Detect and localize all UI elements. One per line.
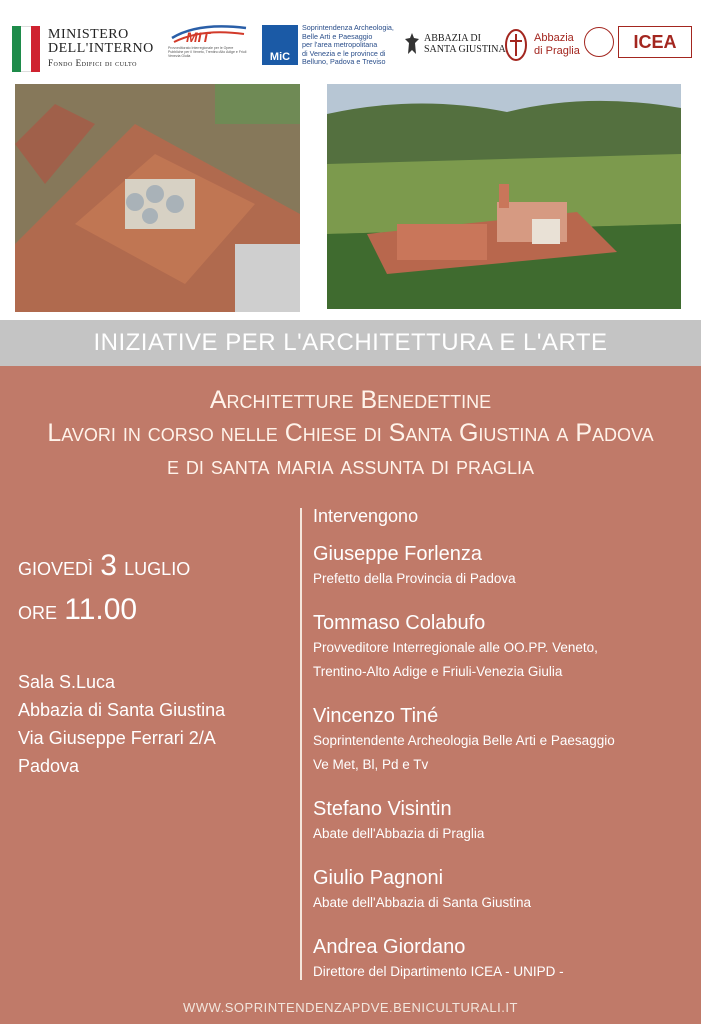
venue-line: Abbazia di Santa Giustina (18, 700, 226, 720)
title-line1: Architetture Benedettine (209, 386, 492, 414)
santa-giustina-aerial-photo (15, 84, 300, 312)
speaker-role: Soprintendente Archeologia Belle Arti e Paesaggio (313, 733, 615, 748)
speaker-item (313, 865, 693, 915)
praglia-line2: di Praglia (534, 45, 580, 57)
mit-logo (168, 20, 250, 70)
unipd-seal-icon (584, 27, 614, 57)
speaker-role: Ve Met, Bl, Pd e Tv (313, 757, 429, 772)
crest-icon (404, 32, 420, 56)
mic-line: Belluno, Padova e Treviso (302, 57, 386, 67)
event-date (18, 544, 190, 588)
santa-giustina-line1: ABBAZIA DI (424, 33, 481, 44)
title-line2: Lavori in corso nelle Chiese di Santa Giustina a Padova (47, 419, 654, 447)
event-day-number: 3 (100, 549, 117, 582)
event-title (0, 384, 701, 483)
mic-logo (262, 24, 400, 67)
speaker-item (313, 703, 693, 777)
mit-name: MIT (186, 29, 211, 45)
logo-header (0, 0, 701, 320)
mic-line: Belle Arti e Paesaggio (302, 31, 373, 41)
ministero-line2: DELL'INTERNO (48, 41, 154, 56)
mic-badge: MiC (262, 25, 298, 65)
mit-swoosh-icon (168, 20, 250, 46)
speakers-list (313, 506, 693, 1003)
ministero-interno-logo (12, 26, 154, 72)
mic-line: di Venezia e le province di (302, 48, 386, 58)
ministero-line1: MINISTERO (48, 27, 129, 42)
speaker-name: Vincenzo Tiné (313, 705, 439, 727)
santa-giustina-line2: SANTA GIUSTINA (424, 44, 506, 55)
speaker-role: Provveditore Interregionale alle OO.PP. Veneto, (313, 640, 598, 655)
venue-line: Sala S.Luca (18, 672, 116, 692)
ministero-line3: Fondo Edifici di culto (48, 58, 137, 68)
event-datetime (18, 544, 190, 632)
event-time (18, 588, 190, 632)
speaker-item (313, 541, 693, 591)
event-time-label: ore (18, 595, 58, 625)
speakers-intro: Intervengono (313, 506, 419, 526)
mic-line: per l'area metropolitana (302, 40, 378, 50)
icea-logo (584, 26, 692, 58)
title-line3: e di santa maria assunta di praglia (166, 452, 535, 480)
speaker-role: Prefetto della Provincia di Padova (313, 571, 516, 586)
icea-label: ICEA (618, 26, 692, 58)
speaker-name: Giulio Pagnoni (313, 867, 444, 889)
italian-flag-icon (12, 26, 40, 72)
praglia-logo (504, 28, 580, 62)
speaker-name: Tommaso Colabufo (313, 612, 486, 634)
event-month: luglio (124, 551, 191, 581)
speaker-name: Andrea Giordano (313, 936, 466, 958)
speaker-name: Giuseppe Forlenza (313, 543, 482, 565)
speaker-item (313, 796, 693, 846)
event-time-value: 11.00 (64, 593, 138, 626)
initiative-banner: INIZIATIVE PER L'ARCHITETTURA E L'ARTE (0, 320, 701, 366)
praglia-abbey-landscape-photo (327, 84, 681, 309)
speaker-role: Abate dell'Abbazia di Praglia (313, 826, 485, 841)
santa-giustina-logo (404, 32, 506, 56)
website-link[interactable]: WWW.SOPRINTENDENZAPDVE.BENICULTURALI.IT (183, 1000, 518, 1015)
speaker-item (313, 610, 693, 684)
speaker-role: Trentino-Alto Adige e Friuli-Venezia Giulia (313, 664, 563, 679)
praglia-emblem-icon (504, 28, 528, 62)
venue-line: Padova (18, 756, 80, 776)
mic-line: Soprintendenza Archeologia, (302, 23, 394, 32)
mit-subtitle: Provveditorato Interregionale per le Opere Pubbliche per il Veneto, Trentino Alto Adige e Friuli Venezia Giulia (168, 46, 247, 58)
speaker-name: Stefano Visintin (313, 798, 452, 820)
speaker-item (313, 934, 693, 984)
column-divider (300, 508, 302, 980)
praglia-line1: Abbazia (534, 32, 574, 44)
speaker-role: Direttore del Dipartimento ICEA - UNIPD - (313, 964, 564, 979)
event-day: giovedì (18, 551, 94, 581)
venue-line: Via Giuseppe Ferrari 2/A (18, 728, 216, 748)
event-venue (18, 668, 225, 780)
speaker-role: Abate dell'Abbazia di Santa Giustina (313, 895, 531, 910)
